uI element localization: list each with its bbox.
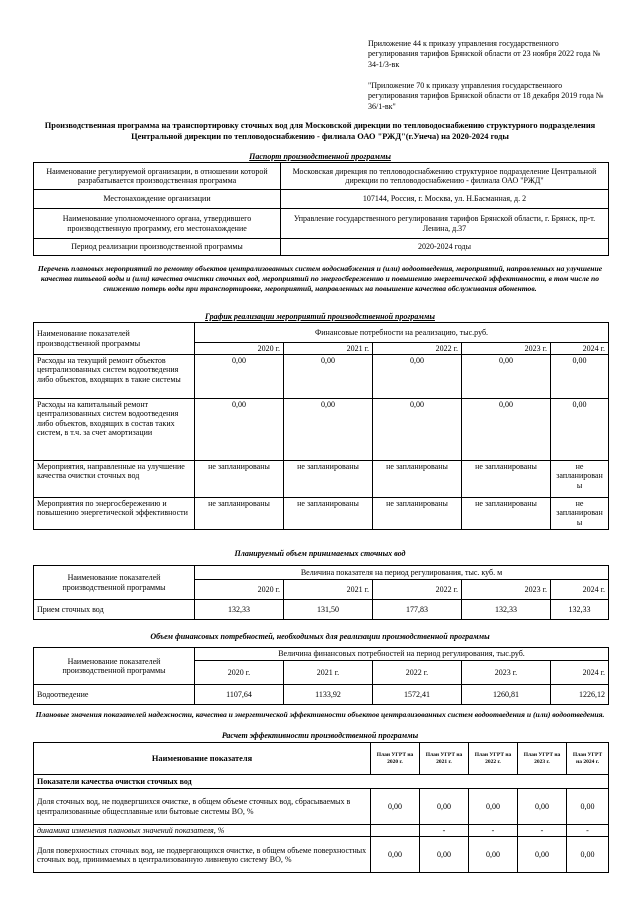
volume-table [33,565,609,620]
table-row [34,825,609,837]
passport-label: Период реализации производственной программы [34,239,281,256]
year-header: 2023 г. [462,343,551,355]
reliability-subheading: Расчет эффективности производственной программы [221,731,419,740]
table-row [34,209,609,239]
table-cell: не запланированы [195,498,284,530]
table-cell: не запланированы [284,498,373,530]
passport-value: 107144, Россия, г. Москва, ул. Н.Басманная, д. 2 [281,190,609,209]
table-row [34,163,609,190]
passport-label: Наименование уполномоченного органа, утвердившего производственную программу, его местонахождение [34,209,281,239]
finance-table [33,647,609,705]
table-row [34,355,609,399]
table-row [34,190,609,209]
year-header: 2020 г. [195,343,284,355]
table-cell: 1572,41 [373,685,462,705]
column-header: Наименование показателей производственной программы [34,323,195,355]
column-group-header: Величина финансовых потребностей на период регулирования, тыс.руб. [195,648,609,661]
table-cell [371,825,420,837]
table-cell: 0,00 [469,837,518,873]
table-cell: 0,00 [371,837,420,873]
plan-header: План УГРТ на 2022 г. [469,743,518,775]
table-cell: 0,00 [373,355,462,399]
measures-subheading: График реализации мероприятий производственной программы [205,312,435,321]
table-cell: 1133,92 [284,685,373,705]
table-row [34,399,609,461]
row-label: Мероприятия, направленные на улучшение качества очистки сточных вод [34,461,195,498]
table-cell: - [420,825,469,837]
passport-value: Управление государственного регулирования тарифов Брянской области, г. Брянск, пр-т. Ленина, д.37 [281,209,609,239]
table-row [34,498,609,530]
table-row [34,837,609,873]
appendix-note-2: "Приложение 70 к приказу управления государственного регулирования тарифов Брянской области от 18 декабря 2019 года № 36/1-вк" [368,81,604,111]
reliability-table [33,742,609,873]
table-cell: 132,33 [462,600,551,620]
table-cell: не запланированы [373,461,462,498]
passport-label: Местонахождение организации [34,190,281,209]
table-cell: 177,83 [373,600,462,620]
table-cell: 1260,81 [462,685,551,705]
table-cell: 0,00 [518,789,567,825]
passport-value: 2020-2024 годы [281,239,609,256]
table-row [34,461,609,498]
year-header: 2020 г. [195,580,284,600]
row-label: Водоотведение [34,685,195,705]
table-row [34,743,609,775]
table-cell: не запланированы [373,498,462,530]
table-row [34,789,609,825]
plan-header: План УГРТ на 2023 г. [518,743,567,775]
plan-header: План УГРТ на 2021 г. [420,743,469,775]
volume-heading: Планируемый объем принимаемых сточных вод [234,549,406,558]
table-cell: 0,00 [195,355,284,399]
table-cell: 0,00 [469,789,518,825]
table-row [34,685,609,705]
table-cell: 0,00 [284,399,373,461]
table-cell: не запланированы [195,461,284,498]
document-title: Производственная программа на транспортировку сточных вод для Московской дирекции по тепловодоснабжению структурного подразделения Центральной дирекции по тепловодоснабжению - филиала ОАО "РЖД"(г.Унеча) на 2020-2024 годы [44,121,596,141]
table-cell: 0,00 [284,355,373,399]
measures-heading: Перечень плановых мероприятий по ремонту объектов централизованных систем водоснабжения и (или) водоотведения, мероприятий, направленных на улучшение качества питьевой воды и (или) качества очистки сточных вод, мероприятий по энергосбережению и повышению энергетической эффективности, в том числе по снижению потерь воды при транспортировке, мероприятий, направленных на повышение качества обслуживания абонентов. [37,264,603,293]
table-cell: 0,00 [195,399,284,461]
table-cell: 0,00 [518,837,567,873]
table-cell: 0,00 [551,399,609,461]
table-cell: не запланирован ы [551,498,609,530]
row-label: Расходы на капитальный ремонт централизованных систем водоотведения либо объектов, входящих в состав таких систем, в т.ч. за счет амортизации [34,399,195,461]
row-label: Доля сточных вод, не подвергшихся очистке, в общем объеме сточных вод, сбрасываемых в централизованные общесплавные или бытовые системы ВО, % [34,789,371,825]
column-header: Наименование показателей производственной программы [34,566,195,600]
table-cell: 1107,64 [195,685,284,705]
appendix-note-1: Приложение 44 к приказу управления государственного регулирования тарифов Брянской области от 23 ноября 2022 года № 34-1/3-вк [368,39,601,69]
table-cell: 0,00 [420,837,469,873]
year-header: 2024 г. [551,580,609,600]
column-group-header: Величина показателя на период регулирования, тыс. куб. м [195,566,609,580]
row-label: динамика изменения плановых значений показателя, % [34,825,371,837]
passport-value: Московская дирекция по тепловодоснабжению структурное подразделение Центральной дирекции по тепловодоснабжению - филиала ОАО "РЖД" [281,163,609,190]
year-header: 2024 г. [551,661,609,685]
row-label: Прием сточных вод [34,600,195,620]
year-header: 2023 г. [462,580,551,600]
table-cell: 0,00 [462,355,551,399]
column-header: Наименование показателей производственной программы [34,648,195,685]
table-cell: 0,00 [567,789,609,825]
passport-heading: Паспорт производственной программы [249,152,391,161]
row-label: Доля поверхностных сточных вод, не подвергающихся очистке, в общем объеме поверхностных сточных вод, принимаемых в централизованную ливневую систему ВО, % [34,837,371,873]
table-cell: 131,50 [284,600,373,620]
table-cell: 0,00 [373,399,462,461]
measures-table [33,322,609,530]
row-label: Мероприятия по энергосбережению и повышению энергетической эффективности [34,498,195,530]
table-row [34,323,609,343]
year-header: 2021 г. [284,580,373,600]
table-row [34,600,609,620]
table-cell: 0,00 [462,399,551,461]
table-cell: - [469,825,518,837]
table-row [34,775,609,789]
column-group-header: Финансовые потребности на реализацию, тыс.руб. [195,323,609,343]
year-header: 2024 г. [551,343,609,355]
table-cell: - [518,825,567,837]
table-cell: 0,00 [420,789,469,825]
year-header: 2022 г. [373,580,462,600]
plan-header: План УГРТ на 2024 г. [567,743,609,775]
table-cell: - [567,825,609,837]
column-header: Наименование показателя [34,743,371,775]
table-cell: 132,33 [551,600,609,620]
year-header: 2021 г. [284,661,373,685]
table-cell: 0,00 [551,355,609,399]
finance-heading: Объем финансовых потребностей, необходимых для реализации производственной программы [150,632,490,641]
table-row [34,648,609,661]
section-row: Показатели качества очистки сточных вод [34,775,609,789]
reliability-heading: Плановые значения показателей надежности, качества и энергетической эффективности объектов централизованных систем водоотведения и (или) водоотведения. [35,710,605,719]
row-label: Расходы на текущий ремонт объектов централизованных систем водоотведения либо объектов, входящих в такие системы [34,355,195,399]
table-cell: 132,33 [195,600,284,620]
plan-header: План УГРТ на 2020 г. [371,743,420,775]
year-header: 2022 г. [373,343,462,355]
year-header: 2023 г. [462,661,551,685]
passport-table [33,162,609,256]
table-cell: 0,00 [371,789,420,825]
year-header: 2020 г. [195,661,284,685]
table-row [34,566,609,580]
passport-label: Наименование регулируемой организации, в отношении которой разрабатывается производственная программа [34,163,281,190]
table-cell: не запланированы [462,498,551,530]
year-header: 2021 г. [284,343,373,355]
table-cell: не запланированы [284,461,373,498]
table-cell: не запланирован ы [551,461,609,498]
table-cell: не запланированы [462,461,551,498]
year-header: 2022 г. [373,661,462,685]
table-cell: 1226,12 [551,685,609,705]
table-row [34,239,609,256]
table-cell: 0,00 [567,837,609,873]
